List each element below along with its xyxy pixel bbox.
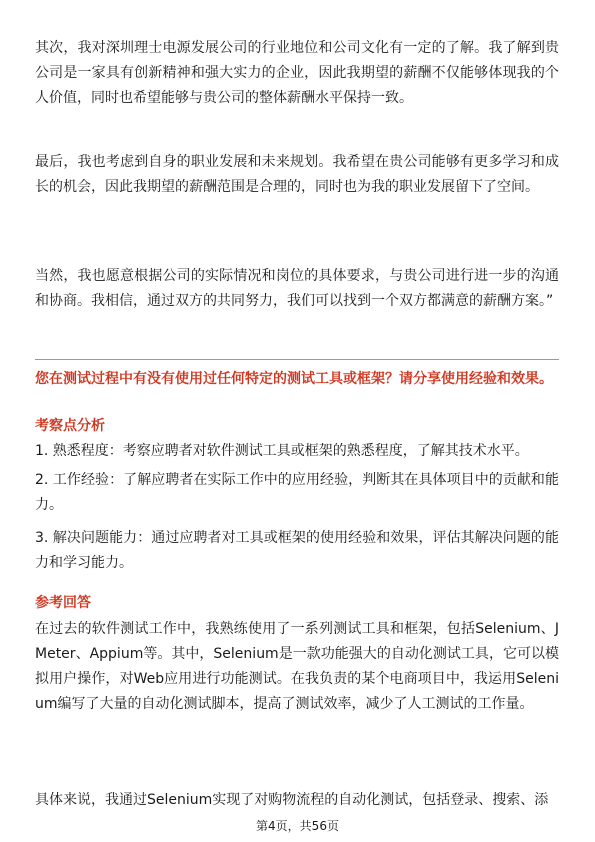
page-number: 第4页，共56页 [256, 819, 339, 833]
section-divider [35, 359, 559, 360]
analysis-point-3: 3. 解决问题能力：通过应聘者对工具或框架的使用经验和效果，评估其解决问题的能力和学习能力。 [35, 530, 559, 571]
answer-heading: 参考回答 [35, 595, 91, 611]
analysis-point-1: 1. 熟悉程度：考察应聘者对软件测试工具或框架的熟悉程度，了解其技术水平。 [35, 443, 529, 459]
analysis-point-2: 2. 工作经验：了解应聘者在实际工作中的应用经验，判断其在具体项目中的贡献和能力。 [35, 472, 559, 513]
answer-paragraph-2: 具体来说，我通过Selenium实现了对购物流程的自动化测试，包括登录、搜索、添 [35, 792, 549, 808]
intro-paragraph-2: 最后，我也考虑到自身的职业发展和未来规划。我希望在贵公司能够有更多学习和成长的机会，因此我期望的薪酬范围是合理的，同时也为我的职业发展留下了空间。 [35, 154, 559, 195]
analysis-heading: 考察点分析 [35, 418, 105, 434]
answer-paragraph-1: 在过去的软件测试工作中，我熟练使用了一系列测试工具和框架，包括Selenium、JMeter、Appium等。其中，Selenium是一款功能强大的自动化测试工具，它可以模拟用户操作，对Web应用进行功能测试。在我负责的某个电商项目中，我运用Selenium编写了大量的自动化测试脚本，提高了测试效率，减少了人工测试的工作量。 [35, 621, 559, 712]
intro-paragraph-1: 其次，我对深圳理士电源发展公司的行业地位和公司文化有一定的了解。我了解到贵公司是一家具有创新精神和强大实力的企业，因此我期望的薪酬不仅能够体现我的个人价值，同时也希望能够与贵公司的整体薪酬水平保持一致。 [35, 40, 559, 106]
intro-paragraph-3: 当然，我也愿意根据公司的实际情况和岗位的具体要求，与贵公司进行进一步的沟通和协商。我相信，通过双方的共同努力，我们可以找到一个双方都满意的薪酬方案。” [35, 268, 559, 309]
question-title: 您在测试过程中有没有使用过任何特定的测试工具或框架？请分享使用经验和效果。 [35, 371, 553, 387]
